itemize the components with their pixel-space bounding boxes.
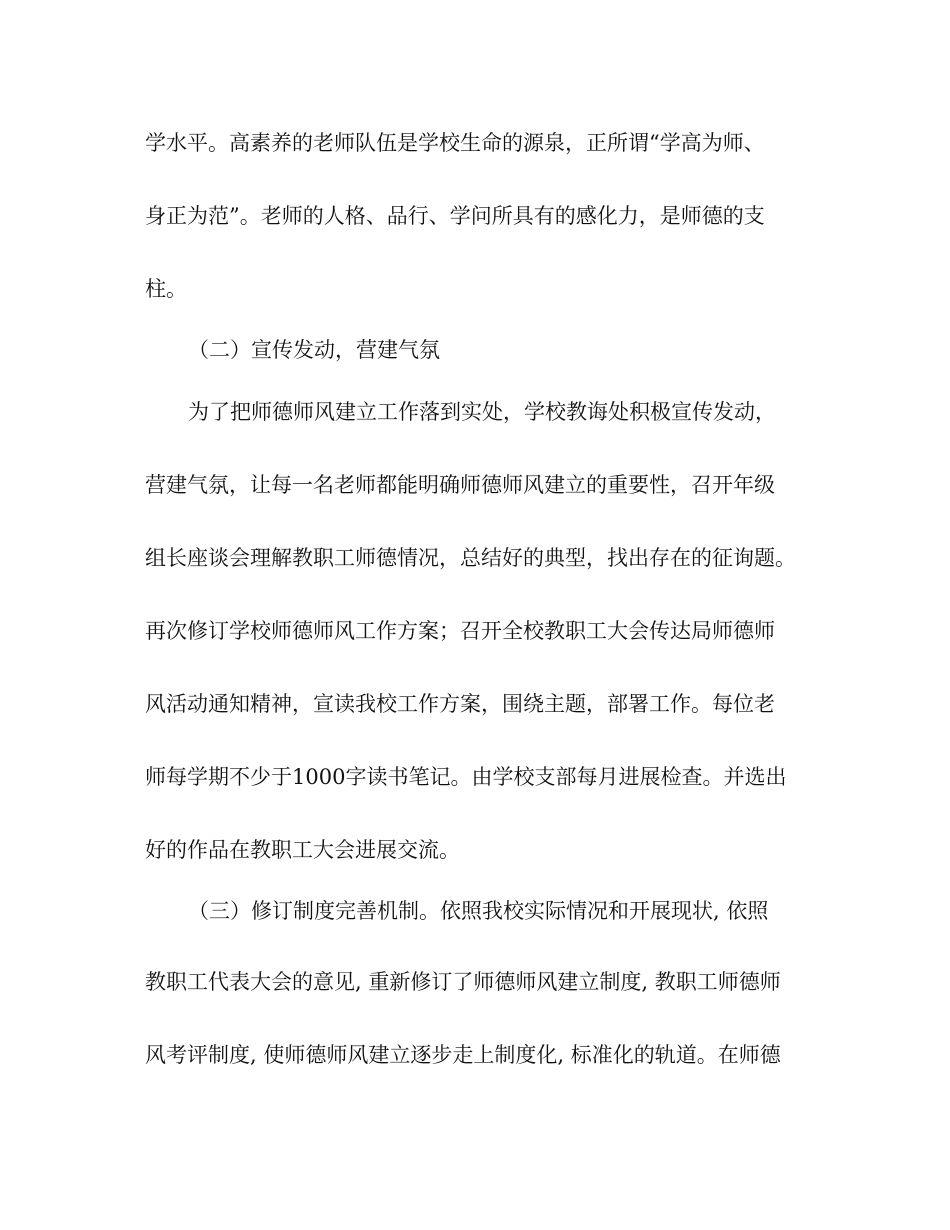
paragraph-line: 教职工代表大会的意见, 重新修订了师德师风建立制度, 教职工师德师	[145, 970, 781, 994]
paragraph-line: 再次修订学校师德师风工作方案；召开全校教职工大会传达局师德师	[145, 619, 775, 643]
paragraph-line: 身正为范”。老师的人格、品行、学问所具有的感化力，是师德的支	[145, 204, 765, 228]
paragraph-line: 组长座谈会理解教职工师德情况，总结好的典型，找出存在的征询题。	[145, 546, 796, 570]
paragraph-line: 为了把师德师风建立工作落到实处，学校教诲处积极宣传发动，	[188, 400, 776, 424]
paragraph-line: 营建气氛，让每一名老师都能明确师德师风建立的重要性，召开年级	[145, 473, 775, 497]
paragraph-line: 风活动通知精神，宣读我校工作方案，围绕主题，部署工作。每位老	[145, 692, 775, 716]
paragraph-line: 风考评制度, 使师德师风建立逐步走上制度化, 标准化的轨道。在师德	[145, 1043, 781, 1067]
section-heading: （二）宣传发动，营建气氛	[188, 338, 440, 362]
paragraph-line: 柱。	[145, 277, 187, 301]
section-heading-paragraph: （三）修订制度完善机制。依照我校实际情况和开展现状, 依照	[188, 899, 769, 923]
paragraph-line: 好的作品在教职工大会进展交流。	[145, 838, 460, 862]
paragraph-line: 学水平。高素养的老师队伍是学校生命的源泉，正所谓“学高为师、	[145, 131, 765, 155]
paragraph-line: 师每学期不少于1000字读书笔记。由学校支部每月进展检查。并选出	[145, 765, 787, 789]
